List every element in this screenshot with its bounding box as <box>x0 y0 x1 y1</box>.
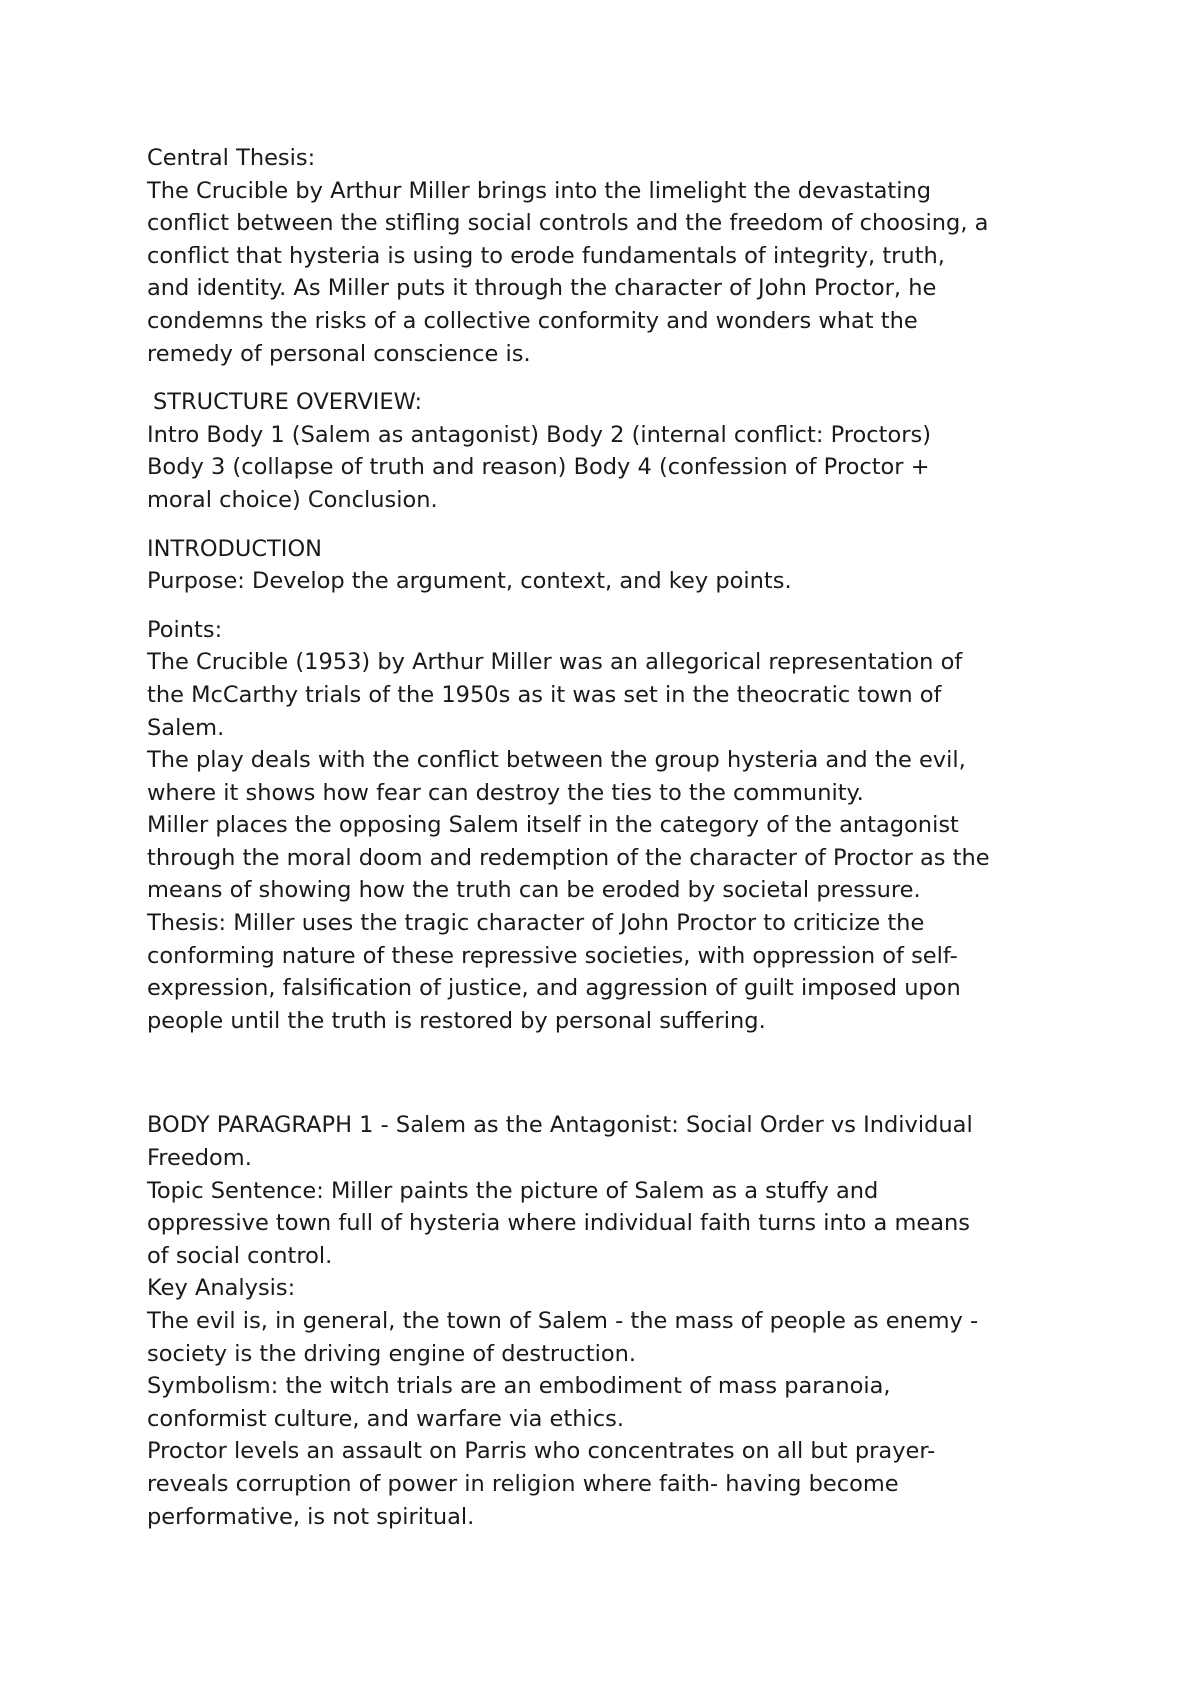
text-line: where it shows how fear can destroy the ties to the community. <box>147 779 864 806</box>
text-line: Thesis: Miller uses the tragic character of John Proctor to criticize the <box>147 910 925 937</box>
text-line: condemns the risks of a collective conformity and wonders what the <box>147 307 918 334</box>
text-line: conflict that hysteria is using to erode fundamentals of integrity, truth, <box>147 242 945 269</box>
text-line: society is the driving engine of destruction. <box>147 1340 637 1367</box>
text-line: the McCarthy trials of the 1950s as it was set in the theocratic town of <box>147 681 942 708</box>
text-line: Freedom. <box>147 1145 252 1172</box>
text-line: reveals corruption of power in religion where faith- having become <box>147 1470 899 1497</box>
section-heading: Central Thesis: <box>147 145 316 171</box>
text-line: through the moral doom and redemption of the character of Proctor as the <box>147 844 990 871</box>
text-line: Key Analysis: <box>147 1275 296 1302</box>
structure-overview-section <box>147 386 1092 516</box>
text-line: remedy of personal conscience is. <box>147 340 531 367</box>
text-line: expression, falsification of justice, and aggression of guilt imposed upon <box>147 975 961 1002</box>
text-line: moral choice) Conclusion. <box>147 486 438 513</box>
introduction-section <box>147 533 1092 598</box>
section-heading: INTRODUCTION <box>147 535 322 562</box>
points-section <box>147 614 1092 1038</box>
text-line: of social control. <box>147 1242 333 1269</box>
text-line: Intro Body 1 (Salem as antagonist) Body 2 (internal conflict: Proctors) <box>147 421 932 448</box>
text-line: Miller places the opposing Salem itself in the category of the antagonist <box>147 812 959 839</box>
text-line: Salem. <box>147 714 225 741</box>
blank-spacer <box>147 1053 1092 1109</box>
text-line: conforming nature of these repressive societies, with oppression of self- <box>147 942 958 969</box>
purpose-line: Purpose: Develop the argument, context, and key points. <box>147 568 792 595</box>
text-line: conflict between the stifling social controls and the freedom of choosing, a <box>147 210 989 237</box>
text-line: Body 3 (collapse of truth and reason) Body 4 (confession of Proctor + <box>147 454 930 481</box>
body-paragraph-1-section <box>147 1109 1092 1533</box>
text-line: and identity. As Miller puts it through the character of John Proctor, he <box>147 275 937 302</box>
text-line: people until the truth is restored by personal suffering. <box>147 1007 766 1034</box>
section-heading: STRUCTURE OVERVIEW: <box>153 389 423 416</box>
text-line: The play deals with the conflict between the group hysteria and the evil, <box>147 747 966 774</box>
text-line: The Crucible (1953) by Arthur Miller was an allegorical representation of <box>147 649 963 676</box>
text-line: performative, is not spiritual. <box>147 1503 475 1530</box>
document-page <box>147 142 1092 1549</box>
text-line: oppressive town full of hysteria where individual faith turns into a means <box>147 1210 971 1237</box>
text-line: Proctor levels an assault on Parris who concentrates on all but prayer- <box>147 1438 936 1465</box>
text-line: Topic Sentence: Miller paints the picture of Salem as a stuffy and <box>147 1177 879 1204</box>
text-line: BODY PARAGRAPH 1 - Salem as the Antagonist: Social Order vs Individual <box>147 1112 973 1139</box>
text-line: Symbolism: the witch trials are an embodiment of mass paranoia, <box>147 1373 891 1400</box>
text-line: means of showing how the truth can be eroded by societal pressure. <box>147 877 921 904</box>
section-heading: Points: <box>147 616 223 643</box>
text-line: The Crucible by Arthur Miller brings into the limelight the devastating <box>147 177 931 204</box>
text-line: The evil is, in general, the town of Salem - the mass of people as enemy - <box>147 1308 979 1334</box>
text-line: conformist culture, and warfare via ethics. <box>147 1405 624 1432</box>
central-thesis-section <box>147 142 1092 370</box>
